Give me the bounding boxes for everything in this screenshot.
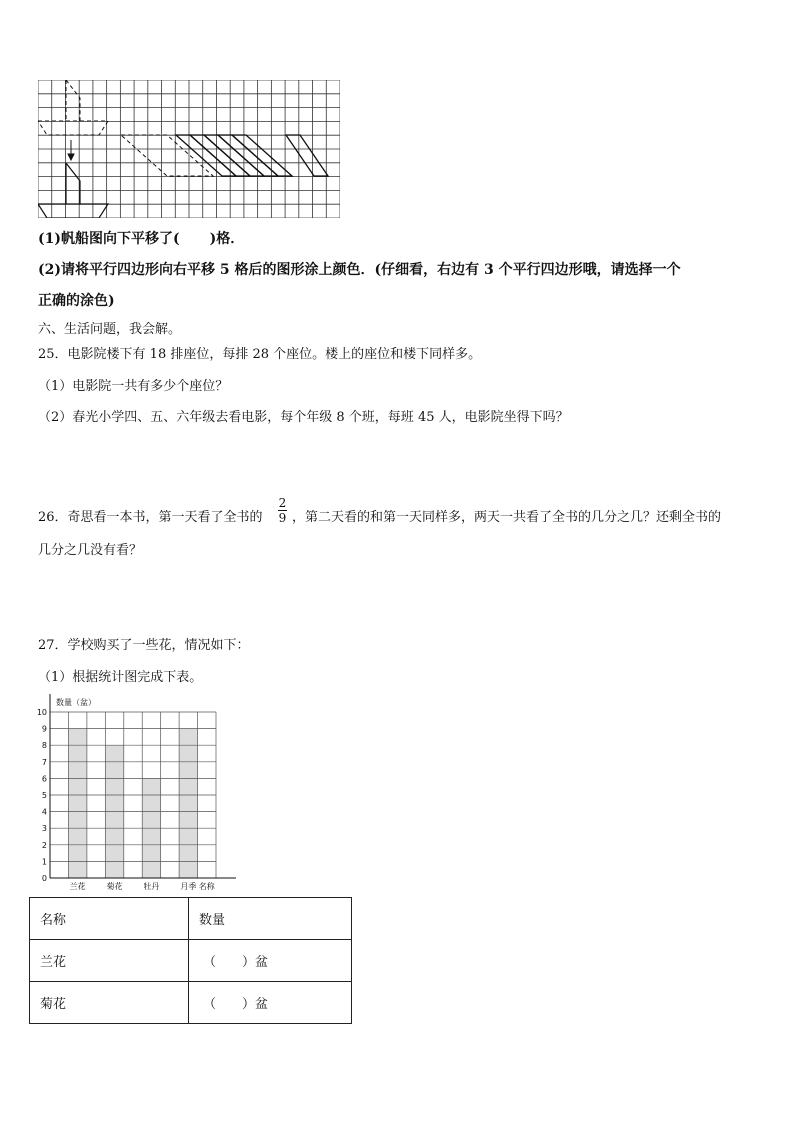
chart-x-tick-label: 月季 [180,882,197,891]
chart-y-tick-label: 2 [41,840,47,850]
table-header-count: 数量 [189,898,352,940]
table-cell-name: 菊花 [30,982,189,1024]
q24-part1 [38,228,244,248]
q24-part1-prefix: (1)帆船图向下平移了( [38,231,180,247]
grid-lines [38,80,340,218]
q24-part2-line2: 正确的涂色) [38,293,115,309]
table-header-row [30,898,352,940]
q27-sub1: （1）根据统计图完成下表。 [38,670,203,685]
chart-y-label: 数量（盆） [56,698,96,707]
q26-frac-numerator: 2 [278,496,287,510]
chart-x-tick-label: 兰花 [69,882,86,891]
chart-y-tick-label: 4 [41,807,47,817]
table-cell-count[interactable]: （ ）盆 [189,982,352,1024]
chart-y-tick-label: 1 [41,857,47,867]
section-6-title: 六、生活问题，我会解。 [38,322,182,337]
chart-y-tick-label: 8 [41,741,47,751]
chart-y-tick-label: 9 [41,724,47,734]
q25-sub1: （1）电影院一共有多少个座位？ [38,379,229,394]
q25-text: 25．电影院楼下有 18 排座位，每排 28 个座位。楼上的座位和楼下同样多。 [38,347,482,362]
translation-grid-figure [38,80,340,218]
flower-bar-chart [28,692,240,892]
parallelogram-options [176,135,328,176]
chart-x-tick-label: 牡丹 [143,882,160,891]
bar-兰花 [68,729,86,878]
table-cell-name: 兰花 [30,940,189,982]
chart-y-tick-label: 6 [41,774,47,784]
chart-y-tick-label: 10 [36,708,47,717]
q26-line1-after: ，第二天看的和第一天同样多，两天一共看了全书的几分之几？还剩全书的 [292,510,722,525]
q24-part1-suffix: )格． [209,231,245,247]
chart-y-tick-label: 7 [41,757,47,767]
q26-line2: 几分之几没有看？ [38,543,143,558]
table-cell-count[interactable]: （ ）盆 [189,940,352,982]
q26-line1-before: 26．奇思看一本书，第一天看了全书的 [38,510,263,525]
table-row [30,982,352,1024]
chart-y-tick-label: 3 [41,824,47,834]
q26-frac-denominator: 9 [278,511,287,525]
q27-text: 27．学校购买了一些花，情况如下： [38,638,250,653]
q25-sub2: （2）春光小学四、五、六年级去看电影，每个年级 8 个班，每班 45 人，电影院坐得下吗？ [38,410,569,425]
table-row [30,940,352,982]
chart-x-tick-label: 菊花 [106,882,123,891]
flower-table [29,897,352,1024]
chart-y-tick-label: 0 [41,874,47,883]
q26-fraction [278,497,287,524]
q24-part2-line1: (2)请将平行四边形向右平移 5 格后的图形涂上颜色．(仔细看，右边有 3 个平行四边形哦，请选择一个 [38,262,681,278]
down-arrow [68,140,74,160]
chart-y-tick-label: 5 [41,791,47,800]
chart-x-label: 名称 [198,882,215,891]
table-header-name: 名称 [30,898,189,940]
bar-月季 [179,729,197,878]
